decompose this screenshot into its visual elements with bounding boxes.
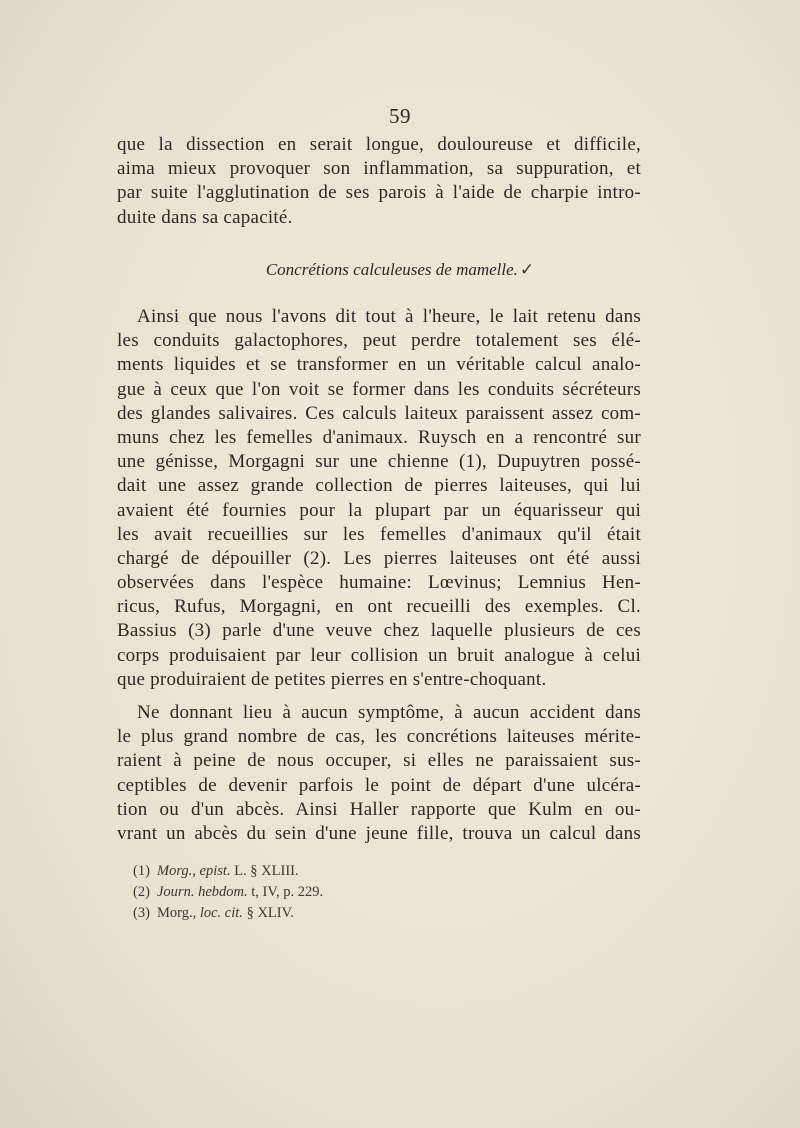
text-line: duite dans sa capacité. bbox=[117, 206, 293, 228]
text-line: corps produisaient par leur collision un bruit analogue à celui bbox=[117, 644, 641, 666]
text-line: ricus, Rufus, Morgagni, en ont recueilli des exemples. Cl. bbox=[117, 596, 641, 618]
text-line: raient à peine de nous occuper, si elles ne paraissaient sus- bbox=[117, 750, 641, 772]
footnote-citation: Morg., epist. bbox=[157, 863, 231, 879]
text-line: que produiraient de petites pierres en s'entre-choquant. bbox=[117, 668, 547, 690]
text-line: des glandes salivaires. Ces calculs laiteux paraissent assez com- bbox=[117, 402, 641, 424]
text-line: ceptibles de devenir parfois le point de départ d'une ulcéra- bbox=[117, 774, 641, 796]
footnote-2 bbox=[133, 882, 533, 903]
paragraph-1 bbox=[117, 305, 641, 692]
text-line: par suite l'agglutination de ses parois à l'aide de charpie intro- bbox=[117, 182, 641, 204]
text-line: Ne donnant lieu à aucun symptôme, à aucun accident dans bbox=[137, 702, 641, 723]
text-line: avaient été fournies pour la plupart par un équarisseur qui bbox=[117, 499, 641, 521]
footnote-number: (1) bbox=[133, 863, 150, 879]
text-line: les conduits galactophores, peut perdre totalement ses élé- bbox=[117, 330, 641, 352]
text-line: les avait recueillies sur les femelles d'animaux qu'il était bbox=[117, 523, 641, 545]
footnote-author: Morg., bbox=[157, 905, 200, 921]
pencil-check-mark-icon: ✓ bbox=[519, 260, 535, 279]
text-line: chargé de dépouiller (2). Les pierres laiteuses ont été aussi bbox=[117, 547, 641, 569]
text-line: dait une assez grande collection de pierres laiteuses, qui lui bbox=[117, 475, 641, 497]
footnote-reference: L. § XLIII. bbox=[230, 863, 299, 879]
footnote-citation: Journ. hebdom. bbox=[157, 884, 248, 900]
footnote-1 bbox=[133, 861, 533, 882]
section-heading bbox=[0, 260, 800, 280]
footnote-citation: loc. cit. bbox=[199, 905, 243, 921]
page-number: 59 bbox=[389, 104, 411, 128]
text-line: que la dissection en serait longue, douloureuse et difficile, bbox=[117, 134, 641, 155]
footnote-reference: t, IV, p. 229. bbox=[247, 884, 324, 900]
text-line: aima mieux provoquer son inflammation, sa suppuration, et bbox=[117, 158, 641, 180]
text-line: tion ou d'un abcès. Ainsi Haller rapporte que Kulm en ou- bbox=[117, 798, 641, 820]
section-heading-text: Concrétions calculeuses de mamelle. bbox=[265, 260, 518, 279]
paragraph-2 bbox=[117, 701, 641, 846]
text-line: ments liquides et se transformer en un véritable calcul analo- bbox=[117, 354, 641, 376]
text-line: observées dans l'espèce humaine: Lœvinus; Lemnius Hen- bbox=[117, 572, 641, 594]
footnote-number: (2) bbox=[133, 884, 150, 900]
footnotes bbox=[133, 861, 533, 924]
text-line: Ainsi que nous l'avons dit tout à l'heure, le lait retenu dans bbox=[137, 306, 641, 327]
opening-paragraph bbox=[117, 133, 641, 230]
text-line: vrant un abcès du sein d'une jeune fille, trouva un calcul dans bbox=[117, 822, 641, 844]
footnote-number: (3) bbox=[133, 905, 150, 921]
footnote-3 bbox=[133, 903, 533, 924]
text-line: gue à ceux que l'on voit se former dans les conduits sécréteurs bbox=[117, 378, 641, 400]
text-line: muns chez les femelles d'animaux. Ruysch en a rencontré sur bbox=[117, 426, 641, 448]
footnote-reference: § XLIV. bbox=[242, 905, 294, 921]
text-line: Bassius (3) parle d'une veuve chez laquelle plusieurs de ces bbox=[117, 620, 641, 642]
text-line: une génisse, Morgagni sur une chienne (1), Dupuytren possé- bbox=[117, 451, 641, 473]
text-line: le plus grand nombre de cas, les concrétions laiteuses mérite- bbox=[117, 726, 641, 748]
